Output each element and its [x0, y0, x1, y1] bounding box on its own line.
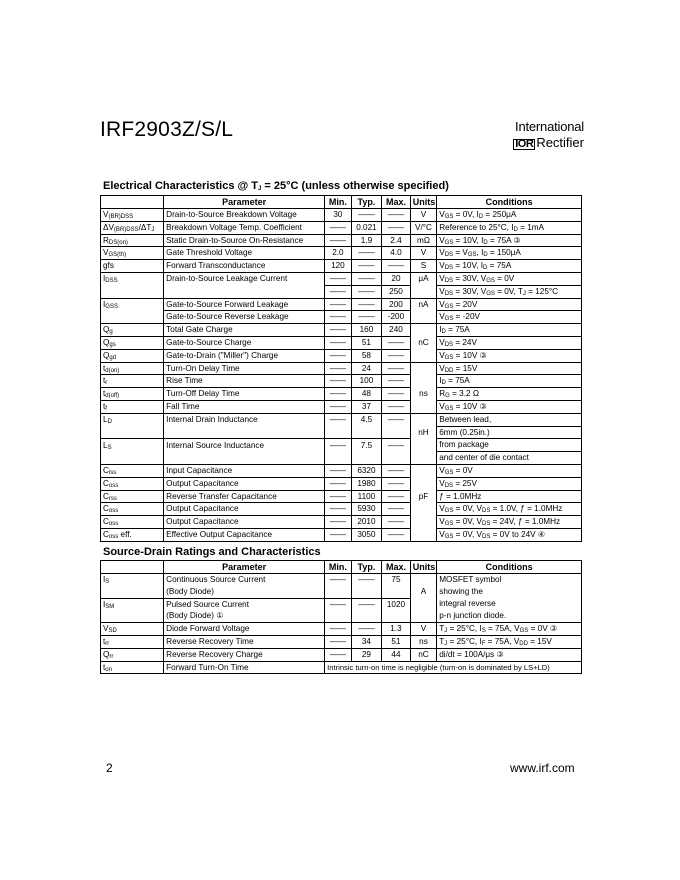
cell-typ: 4.5 — [351, 413, 382, 426]
cell-cond: 6mm (0.25in.) — [437, 426, 582, 439]
cell-min: —— — [325, 635, 351, 648]
cell-sym: $C_{oss}$ — [101, 477, 164, 490]
cell-sym: $L_D$ — [101, 413, 164, 426]
cell-max: 20 — [382, 272, 411, 285]
cell-param: Turn-Off Delay Time — [164, 388, 325, 401]
cell-cond: $V_{GS} = 0V$, $V_{DS} = 0V$ to 24V ④ — [437, 528, 582, 541]
table-row — [101, 439, 582, 452]
cell-sym: $t_{d(off)}$ — [101, 388, 164, 401]
cell-param: Gate Threshold Voltage — [164, 247, 325, 260]
cell-cond: $V_{GS} = 0V$, $V_{DS} = 1.0V$, ƒ = 1.0MHz — [437, 503, 582, 516]
cell-max: —— — [382, 388, 411, 401]
column-header: Max. — [382, 196, 411, 209]
cell-unit: mΩ — [410, 234, 436, 247]
cell-max: -200 — [382, 311, 411, 324]
column-header: Conditions — [437, 561, 582, 574]
cell-min — [325, 452, 351, 465]
cell-max: 75 — [382, 574, 411, 586]
cell-min: —— — [325, 311, 351, 324]
table-row — [101, 234, 582, 247]
cell-cond: $V_{GS} = 0V$ — [437, 464, 582, 477]
cell-unit: nA — [410, 298, 436, 311]
column-header: Conditions — [437, 196, 582, 209]
cell-sym — [101, 452, 164, 465]
cell-unit — [410, 413, 436, 426]
table-row — [101, 400, 582, 413]
cell-max — [382, 452, 411, 465]
cell-unit — [410, 439, 436, 452]
cell-max: —— — [382, 260, 411, 273]
cell-unit — [410, 503, 436, 516]
cell-cond: $V_{DS} = 24V$ — [437, 336, 582, 349]
cell-cond: $V_{GS} = 10V$ ③ — [437, 349, 582, 362]
cell-cond: Reference to 25°C, $I_D = 1mA$ — [437, 221, 582, 234]
cell-typ — [351, 426, 382, 439]
cell-max: —— — [382, 477, 411, 490]
electrical-characteristics-title: Electrical Characteristics @ $T_J = 25^\circ C$ (unless otherwise specified) — [103, 180, 449, 192]
logo-line-2: Rectifier — [536, 135, 584, 150]
cell-typ — [351, 586, 382, 598]
cell-typ: —— — [351, 260, 382, 273]
cell-typ: 48 — [351, 388, 382, 401]
column-header: Parameter — [164, 196, 325, 209]
cell-param: Output Capacitance — [164, 516, 325, 529]
table-row — [101, 388, 582, 401]
table-row — [101, 375, 582, 388]
cell-typ: 3050 — [351, 528, 382, 541]
source-drain-title: Source-Drain Ratings and Characteristics — [103, 546, 321, 558]
cell-cond: $T_J = 25^\circ C$, $I_F = 75A$, $V_{DD} = 15V$ — [437, 635, 582, 648]
cell-cond: $V_{GS} = 20V$ — [437, 298, 582, 311]
cell-max: —— — [382, 221, 411, 234]
table-row — [101, 247, 582, 260]
cell-unit: V/°C — [410, 221, 436, 234]
table-row — [101, 464, 582, 477]
cell-param: Effective Output Capacitance — [164, 528, 325, 541]
cell-unit: V — [410, 623, 436, 636]
cell-param — [164, 426, 325, 439]
cell-min — [325, 610, 351, 622]
cell-typ: 34 — [351, 635, 382, 648]
cell-sym: $I_{SM}$ — [101, 598, 164, 610]
cell-unit — [410, 400, 436, 413]
column-header: Min. — [325, 196, 351, 209]
cell-param: Pulsed Source Current — [164, 598, 325, 610]
cell-param: Output Capacitance — [164, 503, 325, 516]
cell-max: 250 — [382, 285, 411, 298]
cell-max: —— — [382, 349, 411, 362]
cell-min: —— — [325, 234, 351, 247]
part-number: IRF2903Z/S/L — [100, 118, 234, 141]
cell-cond: from package — [437, 439, 582, 452]
cell-unit — [410, 610, 436, 622]
cell-typ: 0.021 — [351, 221, 382, 234]
cell-unit — [410, 375, 436, 388]
cell-unit — [410, 452, 436, 465]
cell-typ: 58 — [351, 349, 382, 362]
logo-line-1: International — [515, 119, 584, 134]
electrical-characteristics-table — [100, 195, 582, 542]
column-header: Typ. — [351, 196, 382, 209]
cell-param: Output Capacitance — [164, 477, 325, 490]
cell-min: —— — [325, 285, 351, 298]
cell-unit — [410, 362, 436, 375]
cell-param: Turn-On Delay Time — [164, 362, 325, 375]
cell-cond: $V_{GS} = -20V$ — [437, 311, 582, 324]
cell-sym: $I_{GSS}$ — [101, 298, 164, 311]
cell-max: 2.4 — [382, 234, 411, 247]
cell-typ: 24 — [351, 362, 382, 375]
cell-typ: —— — [351, 311, 382, 324]
cell-cond: $V_{GS} = 0V$, $V_{DS} = 24V$, ƒ = 1.0MHz — [437, 516, 582, 529]
table-row — [101, 324, 582, 337]
cell-param: Internal Drain Inductance — [164, 413, 325, 426]
cell-min: —— — [325, 400, 351, 413]
table-row — [101, 586, 582, 598]
cell-typ: 6320 — [351, 464, 382, 477]
cell-sym: $\Delta V_{(BR)DSS}/\Delta T_J$ — [101, 221, 164, 234]
cell-min: —— — [325, 477, 351, 490]
cell-sym: $Q_{rr}$ — [101, 648, 164, 661]
cell-min: —— — [325, 298, 351, 311]
cell-max: 240 — [382, 324, 411, 337]
table-row — [101, 349, 582, 362]
company-logo — [508, 119, 584, 151]
cell-unit: ns — [410, 635, 436, 648]
cell-cond: $V_{DD} = 15V$ — [437, 362, 582, 375]
table-row — [101, 598, 582, 610]
table-row — [101, 260, 582, 273]
cell-unit: pF — [410, 490, 436, 503]
table-row — [101, 336, 582, 349]
cell-unit: V — [410, 209, 436, 222]
cell-param: Gate-to-Source Charge — [164, 336, 325, 349]
cell-cond: $V_{GS} = 10V$ ③ — [437, 400, 582, 413]
cell-sym: $V_{(BR)DSS}$ — [101, 209, 164, 222]
cell-min: —— — [325, 413, 351, 426]
cell-unit — [410, 285, 436, 298]
cell-max: —— — [382, 336, 411, 349]
cell-max — [382, 610, 411, 622]
table-row — [101, 452, 582, 465]
table-header-row — [101, 196, 582, 209]
cell-typ: —— — [351, 298, 382, 311]
cell-unit — [410, 324, 436, 337]
cell-sym: $Q_{gs}$ — [101, 336, 164, 349]
cell-cond: Between lead, — [437, 413, 582, 426]
cell-param: Drain-to-Source Leakage Current — [164, 272, 325, 285]
cell-min — [325, 586, 351, 598]
cell-param: Static Drain-to-Source On-Resistance — [164, 234, 325, 247]
cell-param: Continuous Source Current — [164, 574, 325, 586]
cell-unit — [410, 349, 436, 362]
cell-max — [382, 586, 411, 598]
cell-cond: showing the — [437, 586, 582, 598]
cell-max: —— — [382, 375, 411, 388]
page-number: 2 — [106, 761, 113, 775]
cell-unit: μA — [410, 272, 436, 285]
cell-cond: p-n junction diode. — [437, 610, 582, 622]
cell-sym: $t_{d(on)}$ — [101, 362, 164, 375]
cell-max — [382, 426, 411, 439]
table-row — [101, 272, 582, 285]
cell-param: Fall Time — [164, 400, 325, 413]
table-row — [101, 490, 582, 503]
cell-max: —— — [382, 400, 411, 413]
column-header: Min. — [325, 561, 351, 574]
table-header-row — [101, 561, 582, 574]
column-header: Max. — [382, 561, 411, 574]
cell-unit: S — [410, 260, 436, 273]
table-row — [101, 221, 582, 234]
cell-min: —— — [325, 623, 351, 636]
cell-sym: $C_{rss}$ — [101, 490, 164, 503]
cell-typ: —— — [351, 285, 382, 298]
cell-typ: —— — [351, 247, 382, 260]
cell-unit — [410, 574, 436, 586]
cell-sym: $C_{oss}$ — [101, 516, 164, 529]
table-row — [101, 285, 582, 298]
cell-typ: —— — [351, 574, 382, 586]
cell-typ: 1980 — [351, 477, 382, 490]
cell-unit — [410, 598, 436, 610]
table-row — [101, 477, 582, 490]
cell-param: Input Capacitance — [164, 464, 325, 477]
cell-max: —— — [382, 413, 411, 426]
cell-param — [164, 452, 325, 465]
cell-typ: 37 — [351, 400, 382, 413]
cell-max: 4.0 — [382, 247, 411, 260]
table-row — [101, 635, 582, 648]
cell-unit: A — [410, 586, 436, 598]
cell-sym: $t_r$ — [101, 375, 164, 388]
cell-max: —— — [382, 439, 411, 452]
table-row — [101, 413, 582, 426]
cell-sym — [101, 426, 164, 439]
cell-typ: —— — [351, 209, 382, 222]
cell-sym: $C_{iss}$ — [101, 464, 164, 477]
cell-cond: $V_{DS} = V_{GS}$, $I_D = 150\mu A$ — [437, 247, 582, 260]
cell-min: —— — [325, 574, 351, 586]
cell-param — [164, 285, 325, 298]
cell-min: —— — [325, 503, 351, 516]
cell-typ: 2010 — [351, 516, 382, 529]
cell-param: Diode Forward Voltage — [164, 623, 325, 636]
cell-cond: ƒ = 1.0MHz — [437, 490, 582, 503]
cell-max: —— — [382, 362, 411, 375]
column-header — [101, 196, 164, 209]
cell-typ — [351, 610, 382, 622]
cell-min: —— — [325, 362, 351, 375]
cell-max: 51 — [382, 635, 411, 648]
cell-param: Forward Turn-On Time — [164, 661, 325, 674]
cell-param: Rise Time — [164, 375, 325, 388]
cell-param: Gate-to-Drain ("Miller") Charge — [164, 349, 325, 362]
cell-sym: $t_f$ — [101, 400, 164, 413]
cell-cond: MOSFET symbol — [437, 574, 582, 586]
cell-sym: $Q_g$ — [101, 324, 164, 337]
logo-badge: IOR — [515, 138, 534, 150]
cell-sym: $R_{DS(on)}$ — [101, 234, 164, 247]
cell-unit: nC — [410, 336, 436, 349]
cell-param: Breakdown Voltage Temp. Coefficient — [164, 221, 325, 234]
cell-typ: —— — [351, 623, 382, 636]
cell-max: 1020 — [382, 598, 411, 610]
cell-min: —— — [325, 516, 351, 529]
cell-min: —— — [325, 324, 351, 337]
table-row — [101, 362, 582, 375]
cell-sym: $V_{GS(th)}$ — [101, 247, 164, 260]
cell-max: —— — [382, 503, 411, 516]
cell-cond: and center of die contact — [437, 452, 582, 465]
cell-sym: $t_{on}$ — [101, 661, 164, 674]
cell-unit — [410, 516, 436, 529]
cell-typ: 1.9 — [351, 234, 382, 247]
cell-max: —— — [382, 528, 411, 541]
cell-unit: ns — [410, 388, 436, 401]
cell-max: —— — [382, 490, 411, 503]
cell-min: —— — [325, 648, 351, 661]
cell-unit — [410, 311, 436, 324]
cell-param: Reverse Transfer Capacitance — [164, 490, 325, 503]
cell-min: —— — [325, 375, 351, 388]
cell-sym: $I_S$ — [101, 574, 164, 586]
cell-cond: $R_G = 3.2$ Ω — [437, 388, 582, 401]
cell-cond: $T_J = 25^\circ C$, $I_S = 75A$, $V_{GS} = 0V$ ③ — [437, 623, 582, 636]
table-row — [101, 528, 582, 541]
cell-sym — [101, 586, 164, 598]
cell-min: —— — [325, 490, 351, 503]
cell-typ — [351, 452, 382, 465]
cell-typ: —— — [351, 598, 382, 610]
cell-sym: $I_{DSS}$ — [101, 272, 164, 285]
cell-min: —— — [325, 464, 351, 477]
table-row — [101, 298, 582, 311]
cell-param: Gate-to-Source Reverse Leakage — [164, 311, 325, 324]
cell-typ: 5930 — [351, 503, 382, 516]
cell-unit — [410, 464, 436, 477]
cell-param: (Body Diode) ① — [164, 610, 325, 622]
cell-min: 2.0 — [325, 247, 351, 260]
cell-sym: $t_{rr}$ — [101, 635, 164, 648]
cell-unit — [410, 477, 436, 490]
cell-param: Forward Transconductance — [164, 260, 325, 273]
cell-sym: $L_S$ — [101, 439, 164, 452]
cell-cond: $V_{DS} = 25V$ — [437, 477, 582, 490]
cell-typ: 100 — [351, 375, 382, 388]
footer-url: www.irf.com — [510, 761, 575, 775]
table-row — [101, 661, 582, 674]
cell-min — [325, 426, 351, 439]
cell-sym: gfs — [101, 260, 164, 273]
cell-cond: $V_{DS} = 10V$, $I_D = 75A$ — [437, 260, 582, 273]
cell-unit: V — [410, 247, 436, 260]
cell-typ: 1100 — [351, 490, 382, 503]
cell-param: Reverse Recovery Time — [164, 635, 325, 648]
cell-typ: —— — [351, 272, 382, 285]
table-row — [101, 311, 582, 324]
cell-sym — [101, 610, 164, 622]
cell-max: 200 — [382, 298, 411, 311]
cell-unit — [410, 528, 436, 541]
cell-min: —— — [325, 439, 351, 452]
cell-sym — [101, 285, 164, 298]
source-drain-table — [100, 560, 582, 674]
cell-cond: $V_{GS} = 10V$, $I_D = 75A$ ③ — [437, 234, 582, 247]
cell-unit: nH — [410, 426, 436, 439]
table-row — [101, 610, 582, 622]
cell-min: 30 — [325, 209, 351, 222]
cell-min: —— — [325, 349, 351, 362]
table-row — [101, 648, 582, 661]
table-row — [101, 503, 582, 516]
table-row — [101, 426, 582, 439]
column-header: Typ. — [351, 561, 382, 574]
cell-sym: $C_{oss}$ — [101, 503, 164, 516]
table-row — [101, 209, 582, 222]
cell-sym: $C_{oss}$ eff. — [101, 528, 164, 541]
cell-param: Internal Source Inductance — [164, 439, 325, 452]
table-row — [101, 516, 582, 529]
cell-param: Drain-to-Source Breakdown Voltage — [164, 209, 325, 222]
cell-param: Total Gate Charge — [164, 324, 325, 337]
cell-span-note: Intrinsic turn-on time is negligible (turn-on is dominated by LS+LD) — [325, 661, 582, 674]
cell-min: —— — [325, 221, 351, 234]
cell-param: (Body Diode) — [164, 586, 325, 598]
cell-cond: $I_D = 75A$ — [437, 375, 582, 388]
cell-cond: di/dt = 100A/μs ③ — [437, 648, 582, 661]
cell-min: —— — [325, 598, 351, 610]
column-header: Parameter — [164, 561, 325, 574]
cell-cond: $V_{DS} = 30V$, $V_{GS} = 0V$, $T_J = 125^\circ C$ — [437, 285, 582, 298]
table-row — [101, 623, 582, 636]
cell-max: —— — [382, 516, 411, 529]
column-header — [101, 561, 164, 574]
cell-max: —— — [382, 464, 411, 477]
cell-sym: $V_{SD}$ — [101, 623, 164, 636]
cell-min: —— — [325, 336, 351, 349]
cell-cond: $I_D = 75A$ — [437, 324, 582, 337]
cell-max: 44 — [382, 648, 411, 661]
cell-min: 120 — [325, 260, 351, 273]
cell-unit: nC — [410, 648, 436, 661]
cell-param: Gate-to-Source Forward Leakage — [164, 298, 325, 311]
cell-cond: $V_{GS} = 0V$, $I_D = 250\mu A$ — [437, 209, 582, 222]
cell-min: —— — [325, 528, 351, 541]
cell-min: —— — [325, 388, 351, 401]
cell-typ: 29 — [351, 648, 382, 661]
cell-sym: $Q_{gd}$ — [101, 349, 164, 362]
cell-sym — [101, 311, 164, 324]
table-row — [101, 574, 582, 586]
cell-param: Reverse Recovery Charge — [164, 648, 325, 661]
cell-min: —— — [325, 272, 351, 285]
cell-cond: integral reverse — [437, 598, 582, 610]
cell-max: —— — [382, 209, 411, 222]
cell-typ: 160 — [351, 324, 382, 337]
column-header: Units — [410, 561, 436, 574]
cell-typ: 51 — [351, 336, 382, 349]
column-header: Units — [410, 196, 436, 209]
cell-max: 1.3 — [382, 623, 411, 636]
cell-typ: 7.5 — [351, 439, 382, 452]
cell-cond: $V_{DS} = 30V$, $V_{GS} = 0V$ — [437, 272, 582, 285]
